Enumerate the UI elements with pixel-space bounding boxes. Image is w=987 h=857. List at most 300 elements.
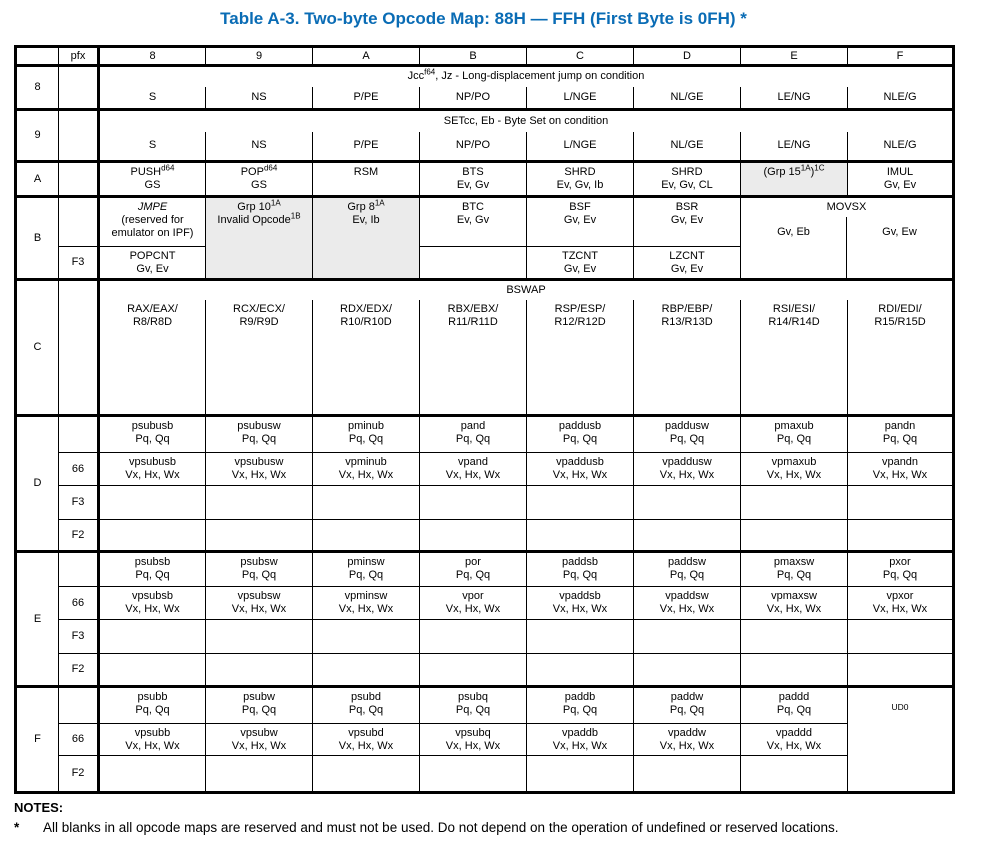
row-label-d: D — [16, 416, 59, 552]
col-header-e: E — [741, 47, 848, 66]
reserved-cell — [99, 520, 206, 552]
args-line: Gv, Ev — [563, 214, 597, 226]
op-line: $POP^{d64}$ — [240, 163, 278, 178]
cell-pand — [420, 416, 527, 453]
pfx-cell-f3: F3 — [59, 620, 99, 654]
cell-bswap-rcx — [206, 300, 313, 416]
cell-rsm — [313, 162, 420, 197]
args-line: Vx, Hx, Wx — [552, 740, 608, 752]
row-c-cells — [16, 300, 954, 416]
movsx-wrap — [741, 198, 952, 278]
op-line: pand — [460, 420, 486, 432]
op-line: RBP/EBP/ — [661, 302, 713, 315]
row-a — [16, 162, 954, 197]
op-line: vpaddb — [561, 727, 599, 739]
args-line: Vx, Hx, Wx — [766, 469, 822, 481]
row-f-66 — [16, 724, 954, 756]
op-line: psubq — [458, 691, 488, 703]
reserved-cell — [848, 654, 954, 687]
cond-cell: NL/GE — [634, 132, 741, 162]
cell-vpmaxsw — [741, 587, 848, 620]
footnote-sup: 1A — [800, 163, 811, 173]
args-line: R13/R13D — [661, 315, 713, 328]
args-line: Vx, Hx, Wx — [659, 603, 715, 615]
op-line: BSF — [569, 201, 591, 213]
op-line: vpmaxub — [771, 456, 817, 468]
args-line: (reserved for — [121, 214, 184, 226]
cell-push-gs — [99, 162, 206, 197]
footnote-sup: d64 — [263, 163, 278, 173]
pfx-cell-f2: F2 — [59, 520, 99, 552]
movsx-operand-row — [741, 217, 952, 278]
op-line: pminub — [347, 420, 385, 432]
reserved-cell — [634, 756, 741, 793]
cell-jmpe — [99, 197, 206, 247]
reserved-cell — [99, 486, 206, 520]
reserved-cell — [741, 620, 848, 654]
row-c-span — [16, 280, 954, 300]
cell-vpsubusw — [206, 453, 313, 486]
reserved-cell — [420, 620, 527, 654]
args-line: Vx, Hx, Wx — [766, 603, 822, 615]
op-line: BTS — [462, 166, 484, 178]
op-line: Grp $10^{1A}$ — [237, 198, 281, 213]
cell-bswap-rbx — [420, 300, 527, 416]
op-line: vpand — [458, 456, 488, 468]
op-line: vpsubsb — [132, 590, 173, 602]
op-line: SHRD — [564, 166, 596, 178]
cell-psubusw — [206, 416, 313, 453]
op-line: vpandn — [881, 456, 919, 468]
cell-tzcnt — [527, 247, 634, 280]
pfx-cell — [59, 552, 99, 587]
cond-cell: NLE/G — [848, 87, 954, 110]
pfx-cell-f2: F2 — [59, 654, 99, 687]
args-line: Vx, Hx, Wx — [766, 740, 822, 752]
row-b-top — [16, 197, 954, 247]
args-line: Pq, Qq — [776, 704, 812, 716]
footnote-text: All blanks in all opcode maps are reserved and must not be used. Do not depend on the operation of undefined or reserved locations. — [43, 820, 839, 835]
cell-bsr — [634, 197, 741, 247]
op-line: paddsb — [561, 556, 599, 568]
args-line: R8/R8D — [132, 315, 173, 328]
args-line: GS — [251, 179, 267, 191]
args-line: Gv, Ev — [670, 263, 704, 275]
reserved-cell — [634, 620, 741, 654]
pfx-cell-f2: F2 — [59, 756, 99, 793]
cell-psubq — [420, 687, 527, 724]
reserved-cell — [420, 247, 527, 280]
reserved-cell — [206, 654, 313, 687]
args-line: Vx, Hx, Wx — [231, 740, 287, 752]
cell-psubd — [313, 687, 420, 724]
args-line: Vx, Hx, Wx — [552, 469, 608, 481]
reserved-cell — [634, 654, 741, 687]
args-line: Gv, Ew — [846, 217, 952, 278]
notes-heading: NOTES: — [14, 800, 64, 815]
op-line: LZCNT — [669, 250, 705, 262]
row-label-c: C — [16, 280, 59, 416]
col-header-c: C — [527, 47, 634, 66]
op-line: RCX/ECX/ — [233, 302, 285, 315]
row-label-e: E — [16, 552, 59, 687]
cell-pop-gs — [206, 162, 313, 197]
cell-bswap-rsi — [741, 300, 848, 416]
cell-pminsw — [313, 552, 420, 587]
cell-ud0: UD0 — [848, 687, 954, 793]
args-line: Ev, Ib — [352, 214, 380, 226]
args-line: Vx, Hx, Wx — [659, 469, 715, 481]
args-line: Vx, Hx, Wx — [338, 740, 394, 752]
cell-paddsw — [634, 552, 741, 587]
reserved-cell — [420, 756, 527, 793]
args-line: Pq, Qq — [562, 569, 598, 581]
op-line: vpaddsb — [559, 590, 601, 602]
row-9-span — [16, 110, 954, 132]
cond-cell: P/PE — [313, 87, 420, 110]
op-line: vpsubsw — [237, 590, 281, 602]
pfx-cell — [59, 110, 99, 162]
cell-vpxor — [848, 587, 954, 620]
reserved-cell — [741, 756, 848, 793]
op-line: vpsubb — [134, 727, 171, 739]
args-line: Vx, Hx, Wx — [872, 603, 928, 615]
cell-vpsubsw — [206, 587, 313, 620]
cell-movsx — [741, 197, 954, 280]
row-d-mmx — [16, 416, 954, 453]
op-line: vpmaxsw — [771, 590, 817, 602]
cell-btc — [420, 197, 527, 247]
col-header-f: F — [848, 47, 954, 66]
reserved-cell — [313, 620, 420, 654]
args-line: Pq, Qq — [241, 433, 277, 445]
op-line: psubusw — [237, 420, 281, 432]
op-line: RDX/EDX/ — [340, 302, 392, 315]
cell-bsf — [527, 197, 634, 247]
cond-cell: NLE/G — [848, 132, 954, 162]
footnote — [14, 820, 987, 835]
cell-pminub — [313, 416, 420, 453]
op-line: vpsubq — [455, 727, 491, 739]
cell-vpsubd — [313, 724, 420, 756]
op-line: BSR — [675, 201, 699, 213]
reserved-cell — [420, 486, 527, 520]
args-line: Pq, Qq — [241, 569, 277, 581]
op-line: BTC — [462, 201, 484, 213]
args-line: Vx, Hx, Wx — [231, 469, 287, 481]
col-header-b: B — [420, 47, 527, 66]
table-title: Table A-3. Two-byte Opcode Map: 88H — FFH (First Byte is 0FH) * — [220, 9, 747, 28]
row-label-9: 9 — [16, 110, 59, 162]
row-f-f2 — [16, 756, 954, 793]
cell-imul — [848, 162, 954, 197]
cell-vpaddb — [527, 724, 634, 756]
pfx-cell — [59, 197, 99, 247]
args-line: Pq, Qq — [776, 433, 812, 445]
args-line: Gv, Ev — [136, 263, 169, 275]
op-line: paddusw — [664, 420, 710, 432]
footnote-sup: 1A — [270, 198, 281, 208]
bswap-span-cell: BSWAP — [99, 280, 954, 300]
row-d-f3 — [16, 486, 954, 520]
footnote-marker: * — [14, 820, 20, 835]
cell-vpsubusb — [99, 453, 206, 486]
cell-vpor — [420, 587, 527, 620]
pfx-cell — [59, 66, 99, 110]
cell-pmaxub — [741, 416, 848, 453]
reserved-cell — [313, 486, 420, 520]
reserved-cell — [420, 654, 527, 687]
op-line: vpminub — [345, 456, 387, 468]
op-line: psubsb — [134, 556, 171, 568]
args-line: Pq, Qq — [241, 704, 277, 716]
cell-vpsubw — [206, 724, 313, 756]
op-line: (Grp $15^{1A})^{1C}$ — [763, 163, 825, 178]
args-line: Ev, Gv, Ib — [556, 179, 604, 191]
args-line: emulator on IPF) — [111, 227, 194, 239]
op-line: vpminsw — [344, 590, 388, 602]
op-line: paddd — [778, 691, 810, 703]
op-line: vpsubusw — [234, 456, 284, 468]
reserved-cell — [848, 520, 954, 552]
jcc-text-post: , Jz - Long-displacement jump on condition — [435, 70, 645, 83]
cell-vpaddd — [741, 724, 848, 756]
args-line: Pq, Qq — [882, 433, 918, 445]
corner-cell — [16, 47, 59, 66]
row-label-8: 8 — [16, 66, 59, 110]
op-line: por — [465, 556, 481, 568]
cond-cell: P/PE — [313, 132, 420, 162]
op-line: MOVSX — [826, 201, 867, 213]
pfx-cell-f3: F3 — [59, 247, 99, 280]
cell-psubusb — [99, 416, 206, 453]
args-line: Vx, Hx, Wx — [445, 740, 501, 752]
args-line: Pq, Qq — [135, 433, 170, 445]
cell-bswap-rdx — [313, 300, 420, 416]
cell-psubb — [99, 687, 206, 724]
args-line: Vx, Hx, Wx — [231, 603, 287, 615]
args-line: Pq, Qq — [135, 704, 170, 716]
args-line: Ev, Gv — [456, 214, 490, 226]
pfx-cell-66: 66 — [59, 587, 99, 620]
cell-bswap-rax — [99, 300, 206, 416]
reserved-cell — [206, 756, 313, 793]
row-d-f2 — [16, 520, 954, 552]
cell-vpsubq — [420, 724, 527, 756]
args-line: Pq, Qq — [455, 704, 491, 716]
args-line: Vx, Hx, Wx — [445, 469, 501, 481]
reserved-cell — [741, 520, 848, 552]
cell-bswap-rbp — [634, 300, 741, 416]
cell-psubsw — [206, 552, 313, 587]
op-line: RSI/ESI/ — [772, 302, 816, 315]
reserved-cell — [99, 620, 206, 654]
reserved-cell — [206, 486, 313, 520]
pfx-cell — [59, 162, 99, 197]
cond-cell: NS — [206, 132, 313, 162]
row-9-cells — [16, 132, 954, 162]
col-header-d: D — [634, 47, 741, 66]
args-line: Pq, Qq — [455, 569, 491, 581]
op-line: vpxor — [886, 590, 914, 602]
cell-grp8 — [313, 197, 420, 280]
reserved-cell — [527, 486, 634, 520]
cell-psubsb — [99, 552, 206, 587]
op-line: psubb — [137, 691, 168, 703]
op-line: vpaddd — [775, 727, 813, 739]
op-line: psubusb — [131, 420, 174, 432]
cell-vpand — [420, 453, 527, 486]
args-line: Pq, Qq — [348, 433, 384, 445]
args-line: Vx, Hx, Wx — [338, 469, 394, 481]
cell-paddusb — [527, 416, 634, 453]
cell-vpaddusb — [527, 453, 634, 486]
cell-vpaddw — [634, 724, 741, 756]
op-line: vpor — [462, 590, 484, 602]
reserved-cell — [634, 520, 741, 552]
row-label-a: A — [16, 162, 59, 197]
cell-vpaddsw — [634, 587, 741, 620]
pfx-header: pfx — [59, 47, 99, 66]
jcc-text-pre: Jcc — [407, 70, 425, 83]
cell-pxor — [848, 552, 954, 587]
op-line: vpaddw — [668, 727, 706, 739]
reserved-cell — [527, 620, 634, 654]
pfx-cell — [59, 280, 99, 416]
reserved-cell — [527, 520, 634, 552]
cond-cell: S — [99, 132, 206, 162]
args-line: Pq, Qq — [562, 704, 598, 716]
pfx-cell — [59, 416, 99, 453]
cell-paddw — [634, 687, 741, 724]
footnote-sup: f64 — [424, 67, 436, 77]
args-line: R12/R12D — [554, 315, 606, 328]
args-line: Pq, Qq — [348, 569, 384, 581]
op-line: vpsubd — [348, 727, 384, 739]
reserved-cell — [634, 486, 741, 520]
reserved-cell — [313, 520, 420, 552]
args-line: GS — [144, 179, 161, 191]
cond-cell: L/NGE — [527, 132, 634, 162]
reserved-cell — [741, 654, 848, 687]
args-line: Pq, Qq — [135, 569, 170, 581]
op-line: vpsubusb — [128, 456, 177, 468]
cell-paddsb — [527, 552, 634, 587]
args-line: Gv, Ev — [563, 263, 597, 275]
cell-bswap-rdi — [848, 300, 954, 416]
op-line: vpaddusb — [556, 456, 604, 468]
op-line: pxor — [889, 556, 911, 568]
op-line: psubd — [351, 691, 381, 703]
row-f-mmx — [16, 687, 954, 724]
footnote-sup: 1A — [374, 198, 385, 208]
args-line: R10/R10D — [340, 315, 392, 328]
footnote-sup: d64 — [161, 163, 175, 173]
pfx-cell — [59, 687, 99, 724]
op-line: RAX/EAX/ — [127, 302, 178, 315]
notes-section — [14, 800, 987, 835]
args-line: Vx, Hx, Wx — [338, 603, 394, 615]
pfx-cell-66: 66 — [59, 453, 99, 486]
cell-vpaddsb — [527, 587, 634, 620]
reserved-cell — [848, 620, 954, 654]
op-line: TZCNT — [561, 250, 599, 262]
op-line: paddusb — [558, 420, 602, 432]
args-line: Vx, Hx, Wx — [445, 603, 501, 615]
args-line: Vx, Hx, Wx — [659, 740, 715, 752]
args-line: Ev, Gv — [456, 179, 490, 191]
op-line: Grp $8^{1A}$ — [347, 198, 385, 213]
args-line: Pq, Qq — [669, 569, 705, 581]
op-line: RSM — [353, 166, 379, 178]
op-line: IMUL — [886, 166, 914, 178]
op-line: RSP/ESP/ — [554, 302, 606, 315]
cell-vpminsw — [313, 587, 420, 620]
reserved-cell — [313, 654, 420, 687]
reserved-cell — [313, 756, 420, 793]
cond-cell: NS — [206, 87, 313, 110]
col-header-a: A — [313, 47, 420, 66]
args-line: Pq, Qq — [882, 569, 918, 581]
op-line: pmaxub — [774, 420, 814, 432]
args-line: Vx, Hx, Wx — [552, 603, 608, 615]
op-line: $PUSH^{d64}$ — [130, 163, 175, 178]
op-line: vpaddsw — [665, 590, 709, 602]
op-line: RBX/EBX/ — [447, 302, 499, 315]
pfx-cell-66: 66 — [59, 724, 99, 756]
row-label-b: B — [16, 197, 59, 280]
args-line: Pq, Qq — [776, 569, 812, 581]
args-line: Pq, Qq — [669, 704, 705, 716]
row-8-span — [16, 66, 954, 87]
header-row — [16, 47, 954, 66]
row-d-66 — [16, 453, 954, 486]
args-line: Gv, Ev — [883, 179, 917, 191]
op-line: pandn — [884, 420, 916, 432]
col-header-8: 8 — [99, 47, 206, 66]
op-line: POPCNT — [129, 250, 176, 262]
op-line: psubw — [243, 691, 275, 703]
cond-cell: S — [99, 87, 206, 110]
row-label-f: F — [16, 687, 59, 793]
cell-popcnt — [99, 247, 206, 280]
reserved-cell — [527, 756, 634, 793]
args-line: Gv, Ev — [670, 214, 704, 226]
cell-grp10 — [206, 197, 313, 280]
reserved-cell — [420, 520, 527, 552]
reserved-cell — [99, 756, 206, 793]
args-line: Pq, Qq — [669, 433, 705, 445]
args-line: Pq, Qq — [562, 433, 598, 445]
op-line: paddb — [564, 691, 596, 703]
op-line: pmaxsw — [773, 556, 815, 568]
cell-por — [420, 552, 527, 587]
args-line: Pq, Qq — [455, 433, 491, 445]
cell-bts — [420, 162, 527, 197]
args-line: R11/R11D — [448, 315, 498, 328]
row-e-f2 — [16, 654, 954, 687]
cell-shrd-ib — [527, 162, 634, 197]
reserved-cell — [848, 486, 954, 520]
args-line: Vx, Hx, Wx — [125, 603, 180, 615]
args-line: Vx, Hx, Wx — [125, 740, 180, 752]
cell-paddd — [741, 687, 848, 724]
cond-cell: LE/NG — [741, 87, 848, 110]
reserved-cell — [206, 520, 313, 552]
row-e-66 — [16, 587, 954, 620]
reserved-cell — [527, 654, 634, 687]
reserved-cell — [99, 654, 206, 687]
